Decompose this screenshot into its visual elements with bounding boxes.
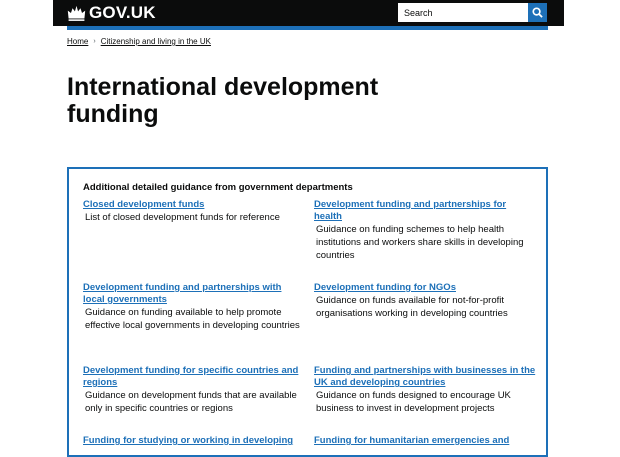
guidance-item-description: List of closed development funds for reference bbox=[85, 212, 280, 223]
guidance-item bbox=[314, 282, 536, 320]
guidance-item-description: Guidance on development funds that are available only in specific countries or regions bbox=[85, 390, 297, 414]
search-input[interactable] bbox=[398, 3, 528, 22]
page-title: International development funding bbox=[67, 73, 379, 128]
guidance-item-link[interactable]: Funding for studying or working in developing bbox=[83, 435, 294, 446]
guidance-heading: Additional detailed guidance from government departments bbox=[83, 182, 353, 193]
guidance-item-description: Guidance on funds designed to encourage UK business to invest in development projects bbox=[316, 390, 511, 414]
govuk-logo-link[interactable] bbox=[67, 3, 156, 23]
search-button[interactable] bbox=[528, 3, 547, 22]
breadcrumb bbox=[67, 37, 211, 46]
guidance-item-link[interactable]: Development funding and partnerships with local governments bbox=[83, 282, 282, 305]
guidance-item-link[interactable]: Development funding for specific countries and regions bbox=[83, 365, 299, 388]
breadcrumb-chevron-icon: › bbox=[93, 38, 96, 45]
guidance-item-description: Guidance on funding schemes to help health institutions and workers share skills in developing countries bbox=[316, 224, 524, 261]
header-accent-bar bbox=[67, 26, 548, 30]
guidance-item bbox=[83, 365, 305, 415]
guidance-item bbox=[83, 282, 305, 332]
guidance-item bbox=[314, 435, 536, 447]
logo-text: GOV.UK bbox=[89, 3, 156, 22]
breadcrumb-section-link[interactable]: Citizenship and living in the UK bbox=[100, 37, 211, 46]
site-header bbox=[53, 0, 564, 26]
guidance-item-link[interactable]: Funding and partnerships with businesses in the UK and developing countries bbox=[314, 365, 536, 388]
guidance-item-description: Guidance on funds available for not-for-profit organisations working in developing countries bbox=[316, 295, 508, 319]
guidance-item-link[interactable]: Funding for humanitarian emergencies and bbox=[314, 435, 510, 446]
guidance-item bbox=[314, 199, 536, 262]
guidance-item-description: Guidance on funding available to help promote effective local governments in developing countries bbox=[85, 307, 300, 331]
search-icon bbox=[532, 7, 543, 18]
crown-icon bbox=[67, 5, 86, 21]
guidance-item bbox=[314, 365, 536, 415]
guidance-item-link[interactable]: Development funding for NGOs bbox=[314, 282, 456, 293]
guidance-item bbox=[83, 199, 305, 224]
breadcrumb-home-link[interactable]: Home bbox=[67, 37, 89, 46]
guidance-item-link[interactable]: Development funding and partnerships for health bbox=[314, 199, 507, 222]
guidance-item-link[interactable]: Closed development funds bbox=[83, 199, 205, 210]
search-form bbox=[398, 3, 547, 22]
guidance-box bbox=[67, 167, 548, 457]
guidance-item bbox=[83, 435, 305, 447]
